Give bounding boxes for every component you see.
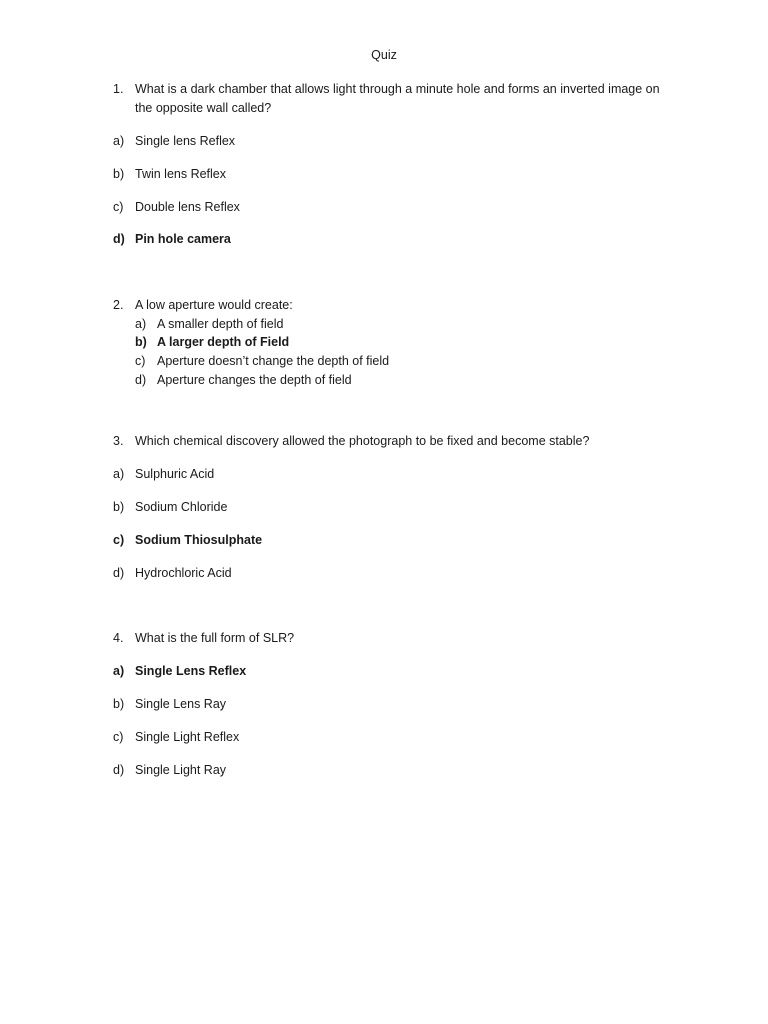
option-text: Aperture changes the depth of field xyxy=(157,373,352,387)
option-letter: d) xyxy=(113,232,125,246)
option-letter: b) xyxy=(113,500,125,514)
option-letter: a) xyxy=(113,134,125,148)
question-text: What is a dark chamber that allows light through a minute hole and forms an inverted image on the opposite wall called? xyxy=(135,82,660,115)
quiz-title: Quiz xyxy=(371,48,397,62)
option-text: Pin hole camera xyxy=(135,232,231,246)
option-letter: a) xyxy=(113,664,125,678)
option-letter: c) xyxy=(135,354,146,368)
option-letter: b) xyxy=(113,167,125,181)
option-text: Single Lens Ray xyxy=(135,697,227,711)
question-number: 2. xyxy=(113,298,124,312)
option-letter: d) xyxy=(113,763,125,777)
option-letter: a) xyxy=(113,467,125,481)
option-text: Double lens Reflex xyxy=(135,200,240,214)
option-letter: d) xyxy=(113,566,125,580)
option-letter: c) xyxy=(113,730,124,744)
question-number: 3. xyxy=(113,434,124,448)
question-text: A low aperture would create: xyxy=(135,298,293,312)
option-text: A larger depth of Field xyxy=(157,335,290,349)
option-text: A smaller depth of field xyxy=(157,317,284,331)
option-text: Sulphuric Acid xyxy=(135,467,215,481)
option-text: Hydrochloric Acid xyxy=(135,566,232,580)
option-text: Twin lens Reflex xyxy=(135,167,227,181)
option-letter: b) xyxy=(113,697,125,711)
option-letter: d) xyxy=(135,373,147,387)
option-letter: b) xyxy=(135,335,147,349)
option-text: Single Light Ray xyxy=(135,763,227,777)
question-text: Which chemical discovery allowed the photograph to be fixed and become stable? xyxy=(135,434,590,448)
question-1 xyxy=(113,80,693,120)
option-text: Single Light Reflex xyxy=(135,730,240,744)
option-text: Single lens Reflex xyxy=(135,134,236,148)
option-letter: c) xyxy=(113,533,125,547)
option-text: Single Lens Reflex xyxy=(135,664,247,678)
option-letter: c) xyxy=(113,200,124,214)
question-number: 1. xyxy=(113,82,124,96)
option-letter: a) xyxy=(135,317,147,331)
question-text: What is the full form of SLR? xyxy=(135,631,295,645)
question-number: 4. xyxy=(113,631,124,645)
option-text: Sodium Chloride xyxy=(135,500,228,514)
option-text: Aperture doesn’t change the depth of field xyxy=(157,354,390,368)
option-text: Sodium Thiosulphate xyxy=(135,533,263,547)
